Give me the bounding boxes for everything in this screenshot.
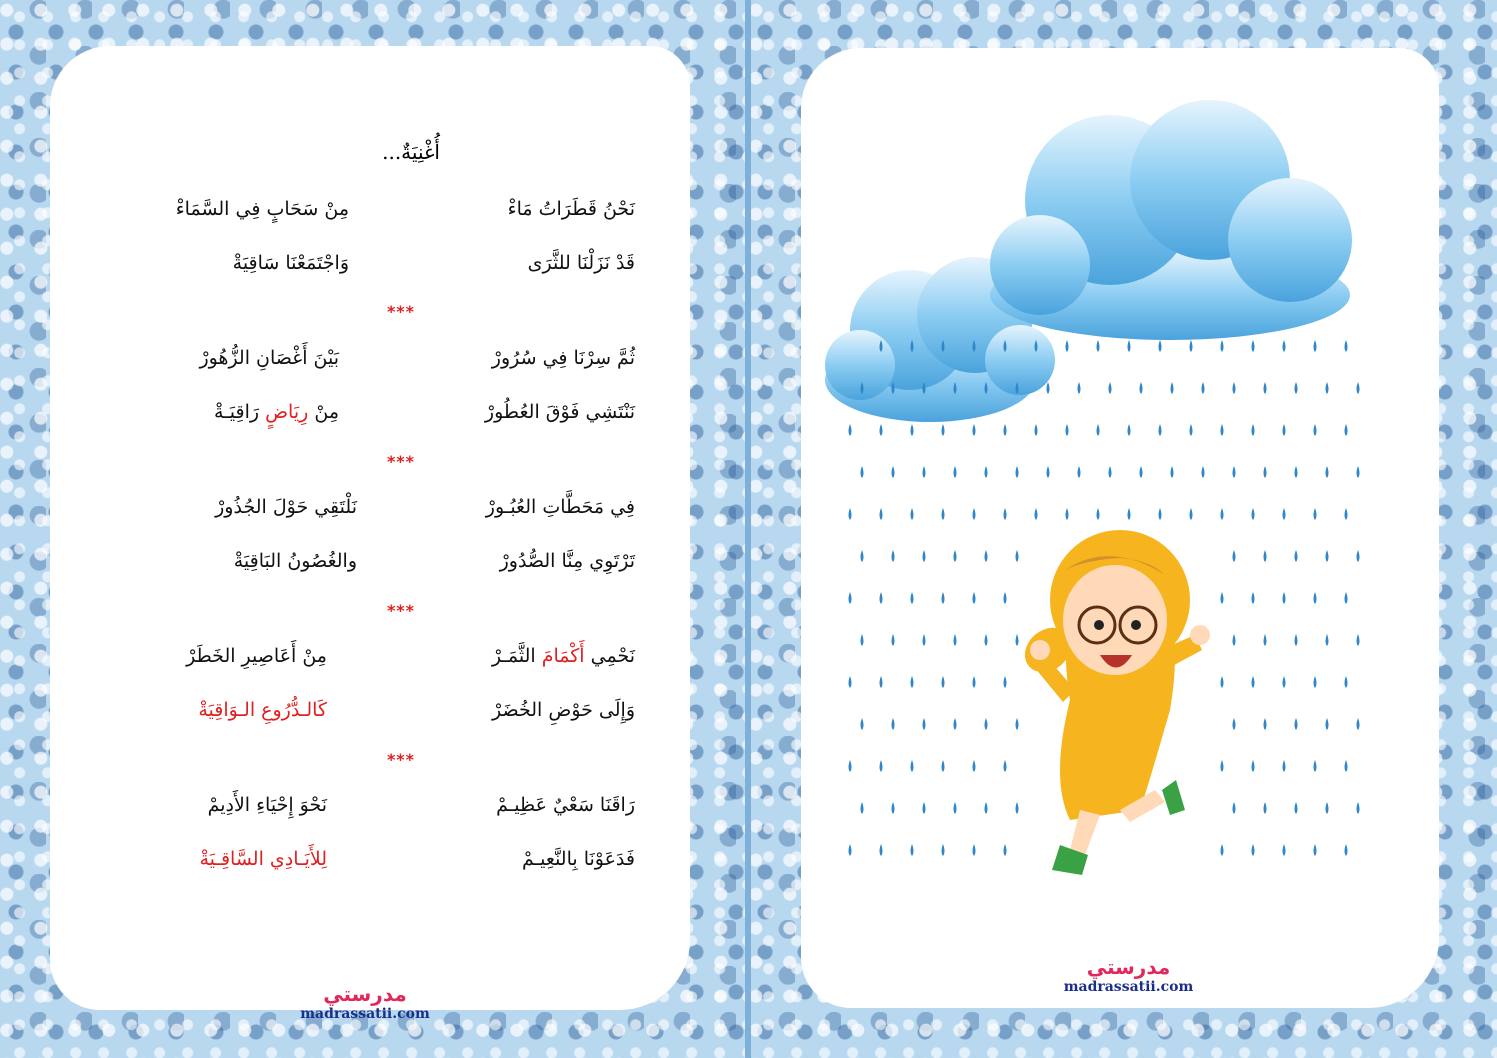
raindrop-icon: [1004, 760, 1007, 772]
raindrop-icon: [1252, 592, 1255, 604]
raindrop-icon: [1283, 760, 1286, 772]
site-logo: [270, 982, 460, 1022]
raindrop-icon: [1326, 382, 1329, 394]
large-cloud-icon: [990, 100, 1352, 340]
raindrop-icon: [1016, 802, 1019, 814]
raindrop-icon: [1326, 718, 1329, 730]
site-logo: [1046, 955, 1211, 995]
raindrop-icon: [1283, 424, 1286, 436]
raindrop-icon: [1357, 382, 1360, 394]
raindrop-icon: [1004, 844, 1007, 856]
raindrop-icon: [880, 424, 883, 436]
raindrop-icon: [1233, 718, 1236, 730]
raindrop-icon: [1357, 718, 1360, 730]
raindrop-icon: [942, 760, 945, 772]
raindrop-icon: [1283, 508, 1286, 520]
verse-line: فَدَعَوْنَا بِالنَّعِيـمْ: [521, 848, 635, 870]
girl-icon: [1016, 530, 1210, 875]
raindrop-icon: [1078, 382, 1081, 394]
raindrop-icon: [923, 550, 926, 562]
raindrop-icon: [1097, 424, 1100, 436]
raindrop-icon: [1202, 382, 1205, 394]
raindrop-icon: [1295, 550, 1298, 562]
raindrop-icon: [911, 676, 914, 688]
raindrop-icon: [1283, 676, 1286, 688]
raindrop-icon: [1314, 340, 1317, 352]
raindrop-icon: [880, 844, 883, 856]
stanza-separator: ***: [386, 750, 416, 769]
verse-highlight: كَالـدُّرُوعِ الـوَاقِيَةْ: [198, 699, 327, 721]
rain-girl-illustration: [820, 90, 1380, 900]
raindrop-icon: [985, 802, 988, 814]
verse-line: ثُمَّ سِرْنَا فِي سُرُورْ: [491, 347, 635, 369]
raindrop-icon: [1221, 592, 1224, 604]
raindrop-icon: [1264, 634, 1267, 646]
verse-line: بَيْنَ أَغْصَانِ الزُّهُورْ: [199, 347, 339, 369]
raindrop-icon: [849, 844, 852, 856]
verse-line: تَرْتَوِي مِنَّا الصُّدُورْ: [499, 550, 635, 572]
raindrop-icon: [1252, 424, 1255, 436]
raindrop-icon: [1326, 550, 1329, 562]
verse-line: قَدْ نَزَلْنَا للثَّرَى: [527, 252, 635, 274]
raindrop-icon: [1264, 550, 1267, 562]
raindrop-icon: [1066, 340, 1069, 352]
raindrop-icon: [1221, 508, 1224, 520]
raindrop-icon: [892, 718, 895, 730]
raindrop-icon: [861, 718, 864, 730]
raindrop-icon: [1159, 424, 1162, 436]
raindrop-icon: [892, 802, 895, 814]
raindrop-icon: [954, 634, 957, 646]
raindrop-icon: [1171, 466, 1174, 478]
verse-text: الثَّمَـرْ: [491, 645, 542, 667]
logo-arabic: مدرستي: [1086, 955, 1171, 979]
raindrop-icon: [954, 718, 957, 730]
raindrop-icon: [1326, 634, 1329, 646]
raindrop-icon: [1314, 760, 1317, 772]
raindrop-icon: [942, 844, 945, 856]
raindrop-icon: [1004, 592, 1007, 604]
raindrop-icon: [973, 424, 976, 436]
raindrop-icon: [1097, 508, 1100, 520]
raindrop-icon: [1345, 340, 1348, 352]
verse-line: نَحْنُ قَطَرَاتُ مَاءْ: [507, 198, 635, 220]
raindrop-icon: [1066, 508, 1069, 520]
raindrop-icon: [1314, 592, 1317, 604]
raindrop-icon: [954, 802, 957, 814]
raindrop-icon: [1264, 802, 1267, 814]
raindrop-icon: [1128, 424, 1131, 436]
raindrop-icon: [973, 844, 976, 856]
raindrop-icon: [1202, 466, 1205, 478]
raindrop-icon: [1357, 550, 1360, 562]
raindrop-icon: [861, 802, 864, 814]
stanza-separator: ***: [386, 452, 416, 471]
raindrop-icon: [1047, 382, 1050, 394]
raindrop-icon: [1159, 508, 1162, 520]
raindrop-icon: [1190, 508, 1193, 520]
raindrop-icon: [1047, 466, 1050, 478]
raindrop-icon: [849, 592, 852, 604]
raindrop-icon: [1109, 466, 1112, 478]
raindrop-icon: [942, 424, 945, 436]
verse-line-mixed: [214, 401, 339, 423]
raindrop-icon: [1233, 382, 1236, 394]
raindrop-icon: [1004, 508, 1007, 520]
raindrop-icon: [1221, 760, 1224, 772]
raindrop-icon: [880, 592, 883, 604]
raindrop-icon: [880, 508, 883, 520]
raindrop-icon: [1264, 382, 1267, 394]
raindrop-icon: [1326, 466, 1329, 478]
raindrop-icon: [1233, 550, 1236, 562]
raindrop-icon: [985, 466, 988, 478]
raindrop-icon: [1171, 382, 1174, 394]
raindrop-icon: [1190, 340, 1193, 352]
raindrop-icon: [1128, 508, 1131, 520]
raindrop-icon: [1357, 634, 1360, 646]
raindrop-icon: [892, 634, 895, 646]
raindrop-icon: [1190, 424, 1193, 436]
raindrop-icon: [1357, 466, 1360, 478]
raindrop-icon: [942, 592, 945, 604]
raindrop-icon: [1295, 802, 1298, 814]
raindrop-icon: [880, 760, 883, 772]
raindrop-icon: [892, 550, 895, 562]
raindrop-icon: [1221, 844, 1224, 856]
verse-line: نَنْتَشِي فَوْقَ العُطُورْ: [484, 401, 635, 423]
raindrop-icon: [923, 466, 926, 478]
raindrop-icon: [1128, 340, 1131, 352]
raindrop-icon: [849, 424, 852, 436]
raindrop-icon: [985, 718, 988, 730]
raindrop-icon: [1221, 340, 1224, 352]
raindrop-icon: [973, 508, 976, 520]
logo-latin: madrassatii.com: [1063, 979, 1194, 995]
raindrop-icon: [892, 466, 895, 478]
raindrop-icon: [1252, 844, 1255, 856]
raindrop-icon: [1252, 676, 1255, 688]
raindrop-icon: [1221, 676, 1224, 688]
raindrop-icon: [911, 424, 914, 436]
raindrop-icon: [985, 550, 988, 562]
raindrop-icon: [942, 508, 945, 520]
raindrop-icon: [985, 634, 988, 646]
raindrop-icon: [973, 592, 976, 604]
raindrop-icon: [1252, 760, 1255, 772]
stanza-separator: ***: [386, 302, 416, 321]
verse-text: مِنْ: [308, 401, 339, 423]
raindrop-icon: [1345, 424, 1348, 436]
raindrop-icon: [1295, 466, 1298, 478]
verse-line: مِنْ أَعَاصِيرِ الخَطَرْ: [186, 645, 327, 667]
verse-text: نَحْمِي: [584, 645, 635, 667]
verse-highlight: رِيَاضٍ: [265, 401, 309, 423]
raindrop-icon: [1345, 592, 1348, 604]
raindrop-icon: [1264, 466, 1267, 478]
verse-line: نَلْتَقِي حَوْلَ الجُذُورْ: [215, 496, 357, 518]
verse-line: وَاجْتَمَعْنَا سَاقِيَةْ: [232, 252, 349, 274]
verse-line: فِي مَحَطَّاتِ العُبُـورْ: [485, 496, 635, 518]
song-title: أُغْنِيَةٌ...: [382, 140, 440, 164]
raindrop-icon: [1357, 802, 1360, 814]
raindrop-icon: [954, 550, 957, 562]
stanza-separator: ***: [386, 601, 416, 620]
verse-line: وَإِلَى حَوْضِ الخُضَرْ: [492, 699, 635, 721]
raindrop-icon: [1004, 424, 1007, 436]
raindrop-icon: [1140, 382, 1143, 394]
logo-arabic: مدرستي: [323, 982, 407, 1006]
raindrop-icon: [1314, 676, 1317, 688]
raindrop-icon: [1283, 844, 1286, 856]
raindrop-icon: [1078, 466, 1081, 478]
raindrop-icon: [849, 508, 852, 520]
raindrop-icon: [911, 760, 914, 772]
raindrop-icon: [923, 802, 926, 814]
raindrop-icon: [1283, 340, 1286, 352]
raindrop-icon: [1004, 676, 1007, 688]
raindrop-icon: [1283, 592, 1286, 604]
raindrop-icon: [1016, 718, 1019, 730]
raindrop-icon: [923, 634, 926, 646]
verse-line: رَاقَنَا سَعْيٌ عَظِيـمْ: [496, 794, 635, 816]
raindrop-icon: [1295, 718, 1298, 730]
raindrop-icon: [911, 592, 914, 604]
raindrop-icon: [861, 550, 864, 562]
raindrop-icon: [1221, 424, 1224, 436]
raindrop-icon: [1140, 466, 1143, 478]
verse-line: نَحْوَ إِحْيَاءِ الأَدِيمْ: [207, 794, 327, 816]
page-divider: [745, 0, 751, 1058]
raindrop-icon: [1016, 634, 1019, 646]
raindrop-icon: [1295, 382, 1298, 394]
verse-line-mixed: [492, 645, 635, 667]
raindrop-icon: [1066, 424, 1069, 436]
raindrop-icon: [1326, 802, 1329, 814]
raindrop-icon: [1233, 802, 1236, 814]
raindrop-icon: [1345, 508, 1348, 520]
raindrop-icon: [861, 634, 864, 646]
raindrop-icon: [880, 676, 883, 688]
verse-text: رَاقِيَـةْ: [214, 401, 266, 423]
verse-line: والغُصُونُ البَاقِيَةْ: [233, 550, 357, 572]
raindrop-icon: [861, 466, 864, 478]
raindrop-icon: [1109, 382, 1112, 394]
raindrop-icon: [942, 676, 945, 688]
raindrop-icon: [1345, 844, 1348, 856]
raindrop-icon: [1295, 634, 1298, 646]
raindrop-icon: [1314, 508, 1317, 520]
raindrop-icon: [1345, 676, 1348, 688]
raindrop-icon: [1252, 508, 1255, 520]
raindrop-icon: [1314, 424, 1317, 436]
raindrop-icon: [973, 676, 976, 688]
verse-highlight: أَكْمَامَ: [541, 645, 585, 667]
raindrop-icon: [911, 844, 914, 856]
raindrop-icon: [1345, 760, 1348, 772]
raindrop-icon: [1314, 844, 1317, 856]
raindrop-icon: [1035, 508, 1038, 520]
raindrop-icon: [849, 676, 852, 688]
raindrop-icon: [1097, 340, 1100, 352]
verse-highlight: لِلأَيَـادِي السَّاقِـيَةْ: [199, 848, 327, 870]
raindrop-icon: [1264, 718, 1267, 730]
logo-latin: madrassatii.com: [300, 1006, 430, 1022]
verse-line: مِنْ سَحَابٍ فِي السَّمَاءْ: [175, 198, 349, 220]
raindrop-icon: [1252, 340, 1255, 352]
raindrop-icon: [1016, 466, 1019, 478]
raindrop-icon: [923, 718, 926, 730]
raindrop-icon: [954, 466, 957, 478]
raindrop-icon: [1035, 424, 1038, 436]
raindrop-icon: [1233, 634, 1236, 646]
raindrop-icon: [973, 760, 976, 772]
raindrop-icon: [1233, 466, 1236, 478]
raindrop-icon: [911, 508, 914, 520]
raindrop-icon: [1016, 550, 1019, 562]
raindrop-icon: [849, 760, 852, 772]
raindrop-icon: [1159, 340, 1162, 352]
